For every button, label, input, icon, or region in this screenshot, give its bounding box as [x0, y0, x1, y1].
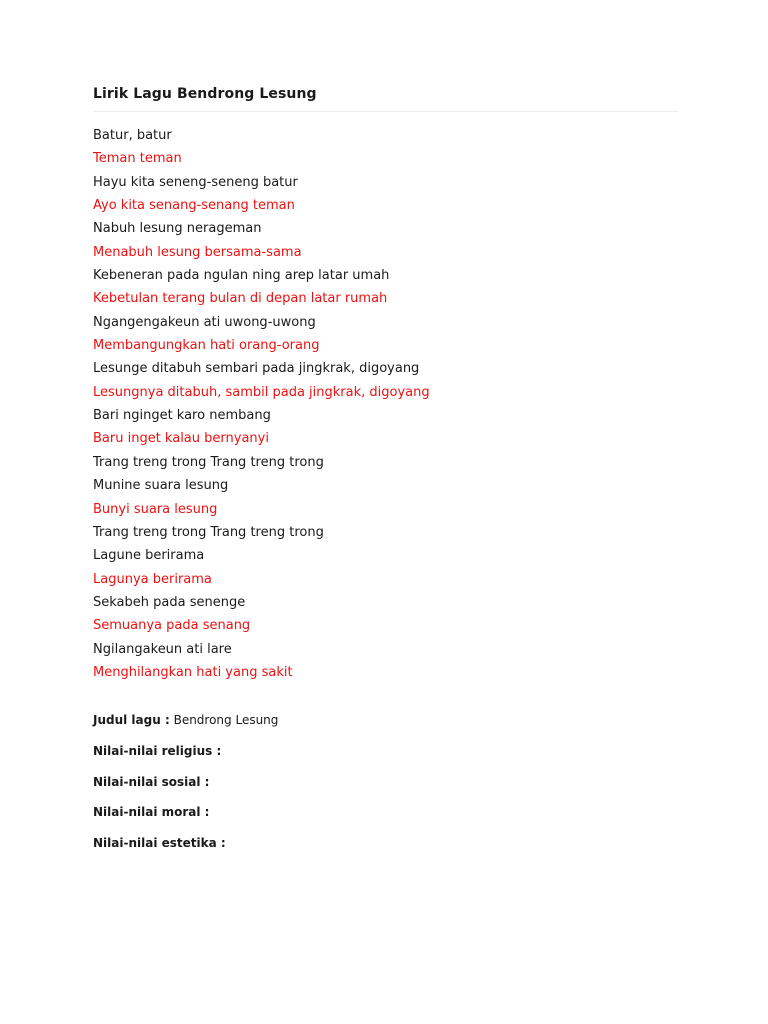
lyric-line-translation: Menabuh lesung bersama-sama [93, 244, 302, 260]
lyric-line-original: Nabuh lesung nerageman [93, 221, 262, 237]
lyric-line-translation: Menghilangkan hati yang sakit [93, 664, 293, 680]
lyric-line-original: Munine suara lesung [93, 478, 229, 494]
lyric-line-translation: Membangungkan hati orang-orang [93, 338, 320, 354]
lyric-line-translation: Lesungnya ditabuh, sambil pada jingkrak, digoyang [93, 384, 430, 400]
lyric-line-translation: Lagunya berirama [93, 571, 212, 587]
lyric-line-translation: Kebetulan terang bulan di depan latar rumah [93, 291, 388, 307]
info-label: Nilai-nilai moral : [93, 805, 210, 820]
lyric-line-original: Hayu kita seneng-seneng batur [93, 174, 298, 190]
lyric-line-original: Trang treng trong Trang treng trong [93, 454, 324, 470]
lyric-line-original: Trang treng trong Trang treng trong [93, 524, 324, 540]
info-line [93, 709, 278, 740]
info-line [93, 771, 278, 802]
info-value: Bendrong Lesung [169, 713, 279, 727]
lyric-line-translation: Teman teman [93, 151, 182, 167]
info-line [93, 740, 278, 771]
lyric-line-original: Batur, batur [93, 128, 172, 143]
song-info-list [93, 709, 278, 863]
page-title: Lirik Lagu Bendrong Lesung [93, 86, 317, 102]
lyric-line-original: Lesunge ditabuh sembari pada jingkrak, digoyang [93, 361, 420, 377]
lyrics-list [93, 124, 430, 684]
info-line [93, 832, 278, 863]
lyric-line-original: Sekabeh pada senenge [93, 594, 246, 610]
lyric-line-translation: Semuanya pada senang [93, 618, 251, 634]
title-divider [93, 111, 678, 112]
info-line [93, 801, 278, 832]
lyric-line-original: Ngangengakeun ati uwong-uwong [93, 314, 316, 330]
lyric-line-translation: Baru inget kalau bernyanyi [93, 431, 269, 447]
info-label: Judul lagu : [93, 713, 170, 727]
lyric-line-translation: Bunyi suara lesung [93, 501, 218, 517]
lyric-line-original: Bari nginget karo nembang [93, 408, 271, 424]
info-label: Nilai-nilai estetika : [93, 836, 226, 851]
lyric-line-original: Kebeneran pada ngulan ning arep latar umah [93, 268, 390, 284]
lyric-line-translation: Ayo kita senang-senang teman [93, 198, 295, 214]
lyric-line-original: Ngilangakeun ati lare [93, 641, 232, 657]
info-label: Nilai-nilai religius : [93, 743, 222, 758]
info-label: Nilai-nilai sosial : [93, 774, 210, 789]
lyric-line-original: Lagune berirama [93, 548, 205, 564]
